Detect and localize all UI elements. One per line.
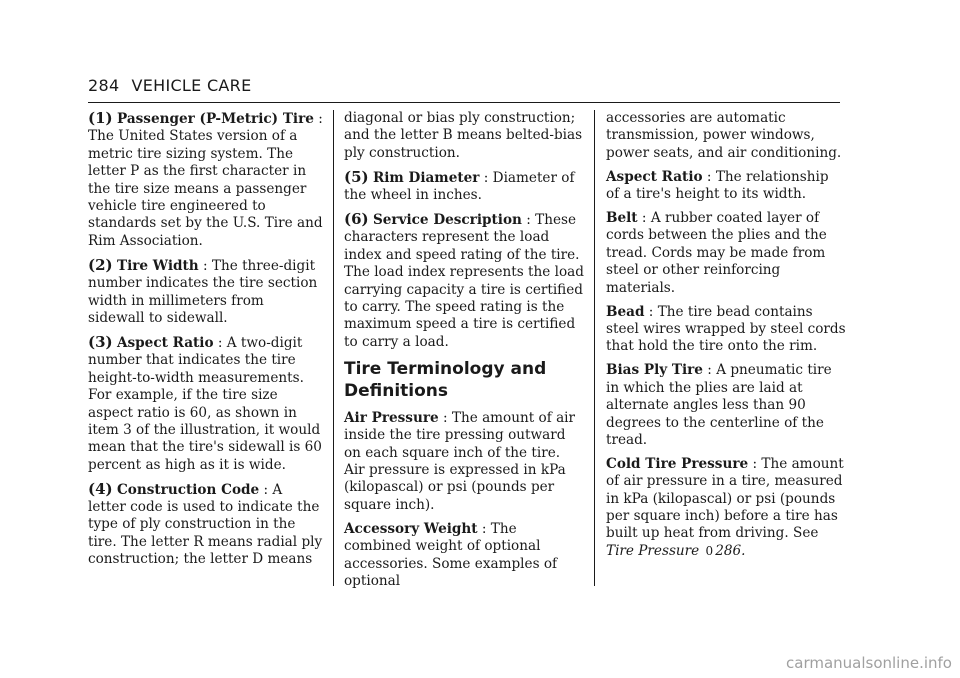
- continued-text: diagonal or bias ply construction; and the letter B means belted-bias ply construction.: [344, 110, 583, 161]
- tire-size-item: (4) Construction Code : A letter code is used to indicate the type of ply construction in the tire. The letter R means radial ply construction; the letter D means: [88, 479, 323, 568]
- page-number: 284: [88, 76, 120, 95]
- column-divider-2: [594, 110, 595, 586]
- definition: Aspect Ratio : The relationship of a tire's height to its width.: [606, 168, 829, 203]
- column-3: [606, 110, 846, 567]
- definition-term: Bead: [606, 303, 645, 320]
- definition: Belt : A rubber coated layer of cords between the plies and the tread. Cords may be made from steel or other reinforcing materials.: [606, 210, 827, 296]
- tire-size-item: (6) Service Description : These characters represent the load index and speed rating of the tire. The load index represents the load carrying capacity a tire is certified to carry. The speed rating is the maximum speed a tire is certified to carry a load.: [344, 210, 584, 350]
- definition: Bead : The tire bead contains steel wires wrapped by steel cords that hold the tire onto the rim.: [606, 303, 846, 355]
- definition-term: Cold Tire Pressure: [606, 455, 749, 472]
- definition: Accessory Weight : The combined weight of optional accessories. Some examples of optional: [344, 520, 558, 589]
- definition-term: Accessory Weight: [344, 520, 478, 537]
- item-text: These characters represent the load index and speed rating of the tire. The load index represents the load carrying capacity a tire is certified to carry. The speed rating is the maximum speed a tire is certified to carry a load.: [344, 212, 584, 350]
- page-ref-arrow-icon: 0: [705, 543, 714, 558]
- definition-text: The combined weight of optional accessories. Some examples of optional: [344, 520, 558, 589]
- item-term: Rim Diameter: [372, 169, 480, 186]
- item-term: Passenger (P-Metric) Tire: [116, 111, 314, 127]
- tire-pressure-link[interactable]: Tire Pressure 0 286.: [606, 542, 746, 559]
- watermark: carmanualsonline.info: [786, 654, 952, 672]
- item-term: Tire Width: [116, 257, 199, 274]
- definition-text: The amount of air pressure in a tire, measured in kPa (kilopascal) or psi (pounds per square inch) before a tire has built up heat from driving. See: [606, 455, 844, 542]
- definition-term: Aspect Ratio: [606, 168, 703, 185]
- item-term: Service Description: [372, 212, 522, 229]
- item-text: The three-digit number indicates the tire section width in millimeters from sidewall to sidewall.: [88, 257, 318, 326]
- definition: Air Pressure : The amount of air inside the tire pressing outward on each square inch of the tire. Air pressure is expressed in kPa (kilopascal) or psi (pounds per square inch).: [344, 409, 576, 513]
- item-text: Diameter of the wheel in inches.: [344, 169, 575, 204]
- cross-ref-page: 286: [715, 542, 742, 559]
- tire-size-item: (3) Aspect Ratio : A two-digit number that indicates the tire height-to-width measurements. For example, if the tire size aspect ratio is 60, as shown in item 3 of the illustration, it would mean that the tire's sidewall is 60 percent as high as it is wide.: [88, 332, 322, 473]
- definition-term: Belt: [606, 210, 638, 227]
- item-text: The United States version of a metric tire sizing system. The letter P as the first character in the tire size means a passenger vehicle tire engineered to standards set by the U.S. Tire and Rim Association.: [88, 128, 323, 249]
- header-rule: [88, 102, 840, 103]
- item-term: Construction Code: [116, 481, 260, 498]
- definition: Cold Tire Pressure : The amount of air pressure in a tire, measured in kPa (kilopascal) or psi (pounds per square inch) before a tire has built up heat from driving. See Tire Pressure 0 286.: [606, 455, 844, 559]
- cross-ref-title: Tire Pressure: [606, 542, 700, 559]
- tire-size-item: (2) Tire Width : The three-digit number indicates the tire section width in millimeters from sidewall to sidewall.: [88, 255, 318, 326]
- item-text: A two-digit number that indicates the tire height-to-width measurements. For example, if the tire size aspect ratio is 60, as shown in item 3 of the illustration, it would mean that the tire's sidewall is 60 percent as high as it is wide.: [88, 334, 322, 473]
- page-header: [88, 76, 251, 95]
- item-term: Aspect Ratio: [116, 334, 214, 351]
- section-title-header: VEHICLE CARE: [131, 76, 252, 95]
- definition-text: A rubber coated layer of cords between the plies and the tread. Cords may be made from steel or other reinforcing materials.: [606, 210, 827, 296]
- definition-term: Bias Ply Tire: [606, 362, 703, 379]
- tire-size-item: (1) Passenger (P-Metric) Tire : The United States version of a metric tire sizing system. The letter P as the first character in the tire size means a passenger vehicle tire engineered to standards set by the U.S. Tire and Rim Association.: [88, 109, 323, 249]
- definition-text: A pneumatic tire in which the plies are laid at alternate angles less than 90 degrees to the centerline of the tread.: [606, 362, 832, 448]
- continued-text: accessories are automatic transmission, power windows, power seats, and air conditioning.: [606, 110, 842, 161]
- definition-term: Air Pressure: [344, 409, 439, 426]
- column-1: [88, 110, 323, 575]
- definition-text: The relationship of a tire's height to its width.: [606, 168, 829, 203]
- definition: Bias Ply Tire : A pneumatic tire in which the plies are laid at alternate angles less than 90 degrees to the centerline of the tread.: [606, 362, 832, 448]
- tire-size-item: (5) Rim Diameter : Diameter of the wheel in inches.: [344, 167, 575, 204]
- column-divider-1: [333, 110, 334, 586]
- column-2: [344, 110, 584, 597]
- definition-text: The amount of air inside the tire pressing outward on each square inch of the tire. Air pressure is expressed in kPa (kilopascal) or psi (pounds per square inch).: [344, 409, 576, 513]
- section-heading: Tire Terminology and Definitions: [344, 358, 547, 401]
- item-text: A letter code is used to indicate the type of ply construction in the tire. The letter R means radial ply construction; the letter D means: [88, 481, 323, 568]
- definition-text: The tire bead contains steel wires wrapped by steel cords that hold the tire onto the rim.: [606, 303, 846, 355]
